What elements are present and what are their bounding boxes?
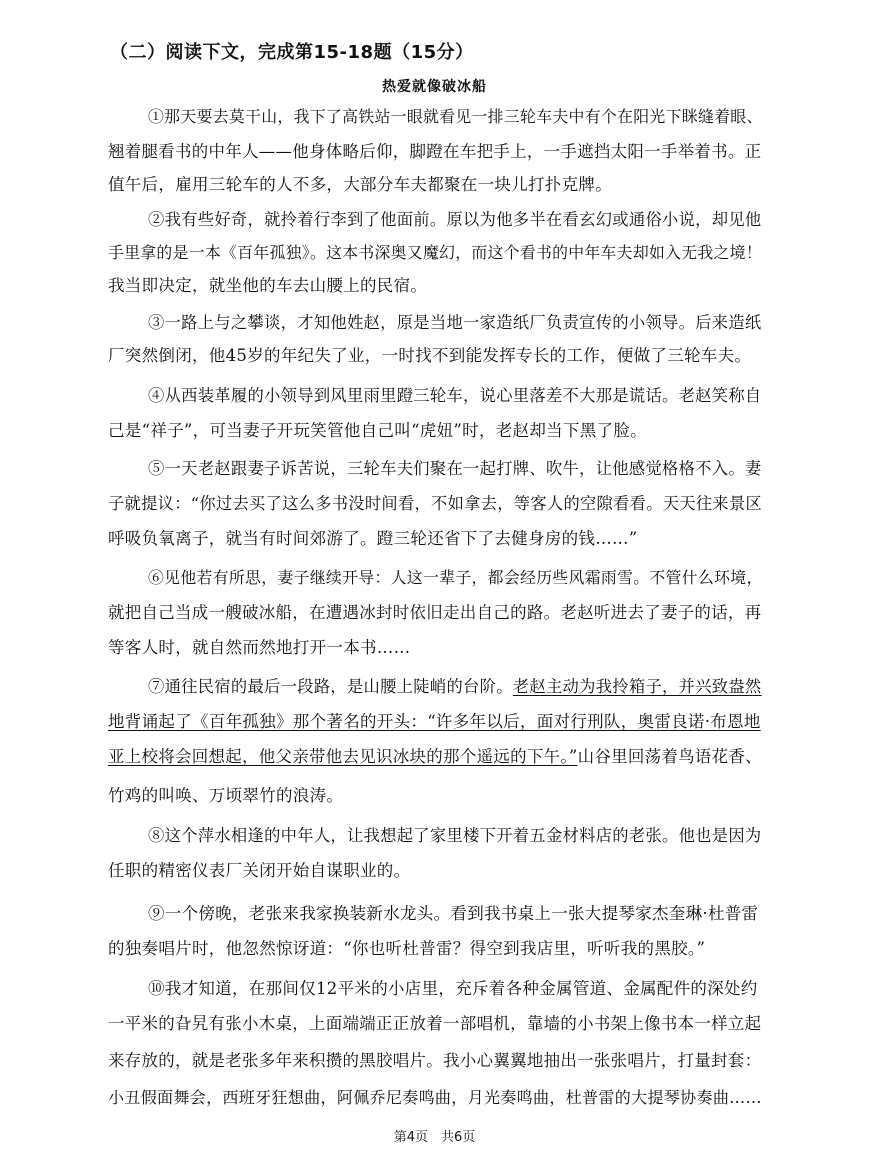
text-line: 来存放的，就是老张多年来积攒的黑胶唱片。我小心翼翼地抽出一张张唱片，打量封套： <box>108 1051 762 1070</box>
text-line: 子就提议：“你过去买了这么多书没时间看，不如拿去，等客人的空隙看看。天天往来景区 <box>108 494 763 513</box>
text-line: 竹鸡的叫唤、万顷翠竹的浪涛。 <box>108 786 344 805</box>
page-footer: 第4页 共6页 <box>393 1130 476 1145</box>
text-line: 就把自己当成一艘破冰船，在遭遇冰封时依旧走出自己的路。老赵听进去了妻子的话，再 <box>108 603 762 622</box>
text-line: 呼吸负氧离子，就当有时间郊游了。蹬三轮还省下了去健身房的钱……” <box>108 529 638 548</box>
text-line: ②我有些好奇，就拎着行李到了他面前。原以为他多半在看玄幻或通俗小说，却见他 <box>148 210 762 229</box>
text-line: 己是“祥子”，可当妻子开玩笑管他自己叫“虎妞”时，老赵却当下黑了脸。 <box>108 421 647 440</box>
article-title: 热爱就像破冰船 <box>382 79 487 95</box>
text-line: 值午后，雇用三轮车的人不多，大部分车夫都聚在一块儿打扑克牌。 <box>108 175 612 194</box>
text-line <box>148 677 762 697</box>
text-segment: 山谷里回荡着鸟语花香、 <box>577 747 762 766</box>
underlined-text: 亚上校将会回想起，他父亲带他去见识冰块的那个遥远的下午。” <box>108 747 578 766</box>
underlined-text-line: 地背诵起了《百年孤独》那个著名的开头：“许多年以后，面对行刑队，奥雷良诺·布恩地 <box>108 712 761 731</box>
text-line: 我当即决定，就坐他的车去山腰上的民宿。 <box>108 276 428 295</box>
text-line: ⑨一个傍晚，老张来我家换装新水龙头。看到我书桌上一张大提琴家杰奎琳·杜普雷 <box>148 904 759 923</box>
text-line: ⑧这个萍水相逢的中年人，让我想起了家里楼下开着五金材料店的老张。他也是因为 <box>148 826 762 845</box>
text-line: ⑩我才知道，在那间仅12平米的小店里，充斥着各种金属管道、金属配件的深处约 <box>148 979 758 998</box>
text-line: 一平米的旮旯有张小木桌，上面端端正正放着一部唱机，靠墙的小书架上像书本一样立起 <box>108 1014 762 1033</box>
text-line: 小丑假面舞会，西班牙狂想曲，阿佩乔尼奏鸣曲，月光奏鸣曲，杜普雷的大提琴协奏曲…… <box>108 1088 762 1107</box>
text-line: 手里拿的是一本《百年孤独》。这本书深奥又魔幻，而这个看书的中年车夫却如入无我之境！ <box>108 243 762 262</box>
text-line: 等客人时，就自然而然地打开一本书…… <box>108 638 411 657</box>
text-line: ⑤一天老赵跟妻子诉苦说，三轮车夫们聚在一起打牌、吹牛，让他感觉格格不入。妻 <box>148 459 762 478</box>
text-line: 翘着腿看书的中年人——他身体略后仰，脚蹬在车把手上，一手遮挡太阳一手举着书。正 <box>108 142 762 161</box>
text-line: ④从西装革履的小领导到风里雨里蹬三轮车，说心里落差不大那是谎话。老赵笑称自 <box>148 386 762 405</box>
text-line: ⑥见他若有所思，妻子继续开导：人这一辈子，都会经历些风霜雨雪。不管什么环境， <box>148 568 763 587</box>
text-line: 的独奏唱片时，他忽然惊讶道：“你也听杜普雷？得空到我店里，听听我的黑胶。” <box>108 939 706 958</box>
section-heading: （二）阅读下文，完成第15-18题（15分） <box>110 42 474 63</box>
text-line: ③一路上与之攀谈，才知他姓赵，原是当地一家造纸厂负责宣传的小领导。后来造纸 <box>148 313 762 332</box>
text-segment: ⑦通往民宿的最后一段路，是山腰上陡峭的台阶。 <box>148 677 513 696</box>
underlined-text: 老赵主动为我拎箱子，并兴致盎然 <box>512 677 762 696</box>
text-line: ①那天要去莫干山，我下了高铁站一眼就看见一排三轮车夫中有个在阳光下眯缝着眼、 <box>148 107 763 126</box>
text-line <box>108 747 762 767</box>
text-line: 厂突然倒闭，他45岁的年纪失了业，一时找不到能发挥专长的工作，便做了三轮车夫。 <box>108 346 752 365</box>
text-line: 任职的精密仪表厂关闭开始自谋职业的。 <box>108 861 411 880</box>
